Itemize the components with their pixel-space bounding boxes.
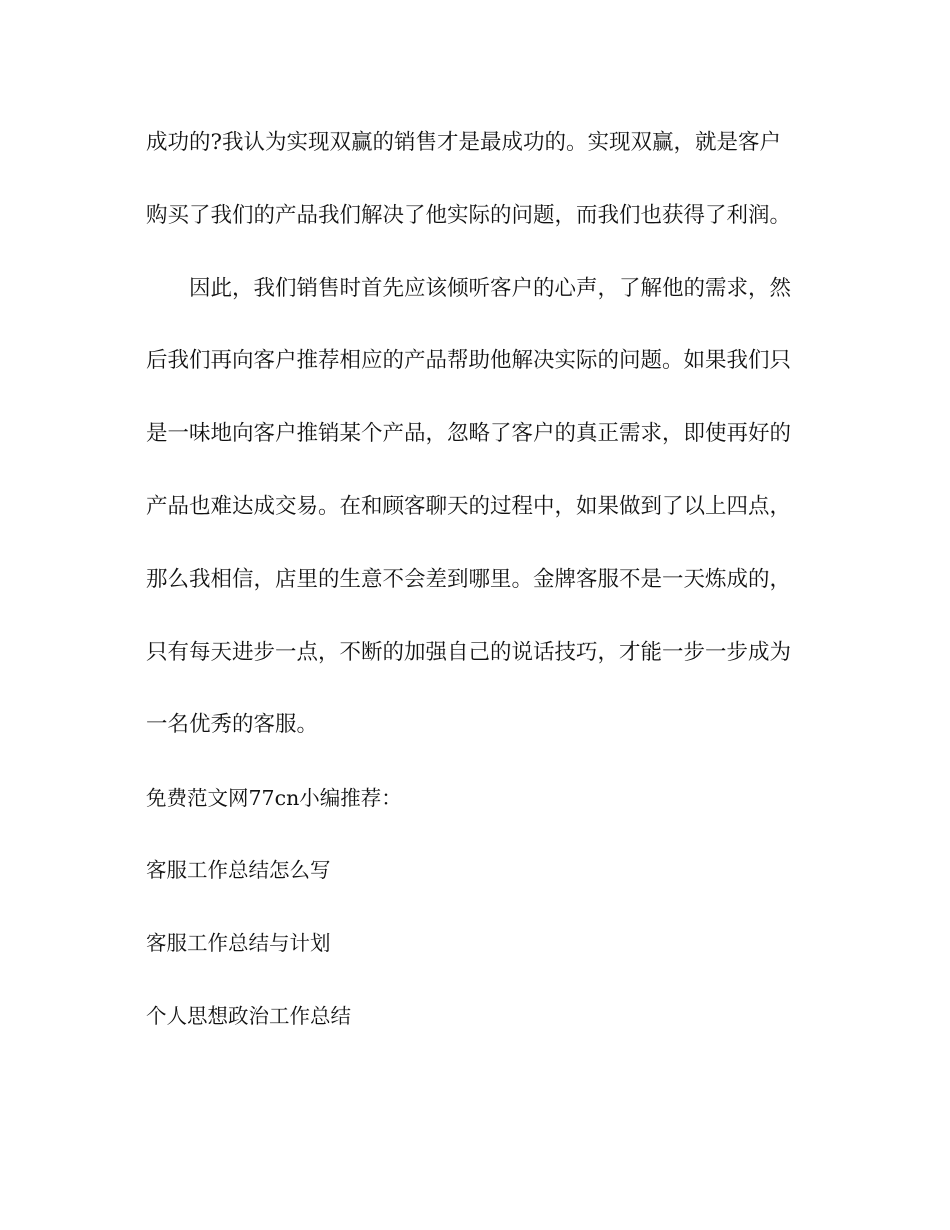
paragraph-line: 后我们再向客户推荐相应的产品帮助他解决实际的问题。如果我们只 (146, 348, 792, 373)
paragraph-line: 只有每天进步一点，不断的加强自己的说话技巧，才能一步一步成为 (146, 640, 792, 665)
paragraph-line: 一名优秀的客服。 (146, 712, 319, 737)
paragraph-line: 因此，我们销售时首先应该倾听客户的心声，了解他的需求，然 (189, 276, 792, 301)
recommend-link[interactable]: 个人思想政治工作总结 (146, 1004, 351, 1028)
recommend-heading: 免费范文网77cn小编推荐： (146, 786, 402, 810)
paragraph-line: 是一味地向客户推销某个产品，忽略了客户的真正需求，即使再好的 (146, 421, 792, 446)
recommend-link[interactable]: 客服工作总结怎么写 (146, 858, 331, 882)
paragraph-line: 那么我相信，店里的生意不会差到哪里。金牌客服不是一天炼成的， (146, 567, 792, 592)
paragraph-line: 购买了我们的产品我们解决了他实际的问题，而我们也获得了利润。 (146, 203, 792, 228)
recommend-link[interactable]: 客服工作总结与计划 (146, 931, 331, 955)
paragraph-line: 成功的?我认为实现双赢的销售才是最成功的。实现双赢，就是客户 (146, 130, 782, 155)
paragraph-line: 产品也难达成交易。在和顾客聊天的过程中，如果做到了以上四点， (146, 494, 792, 519)
